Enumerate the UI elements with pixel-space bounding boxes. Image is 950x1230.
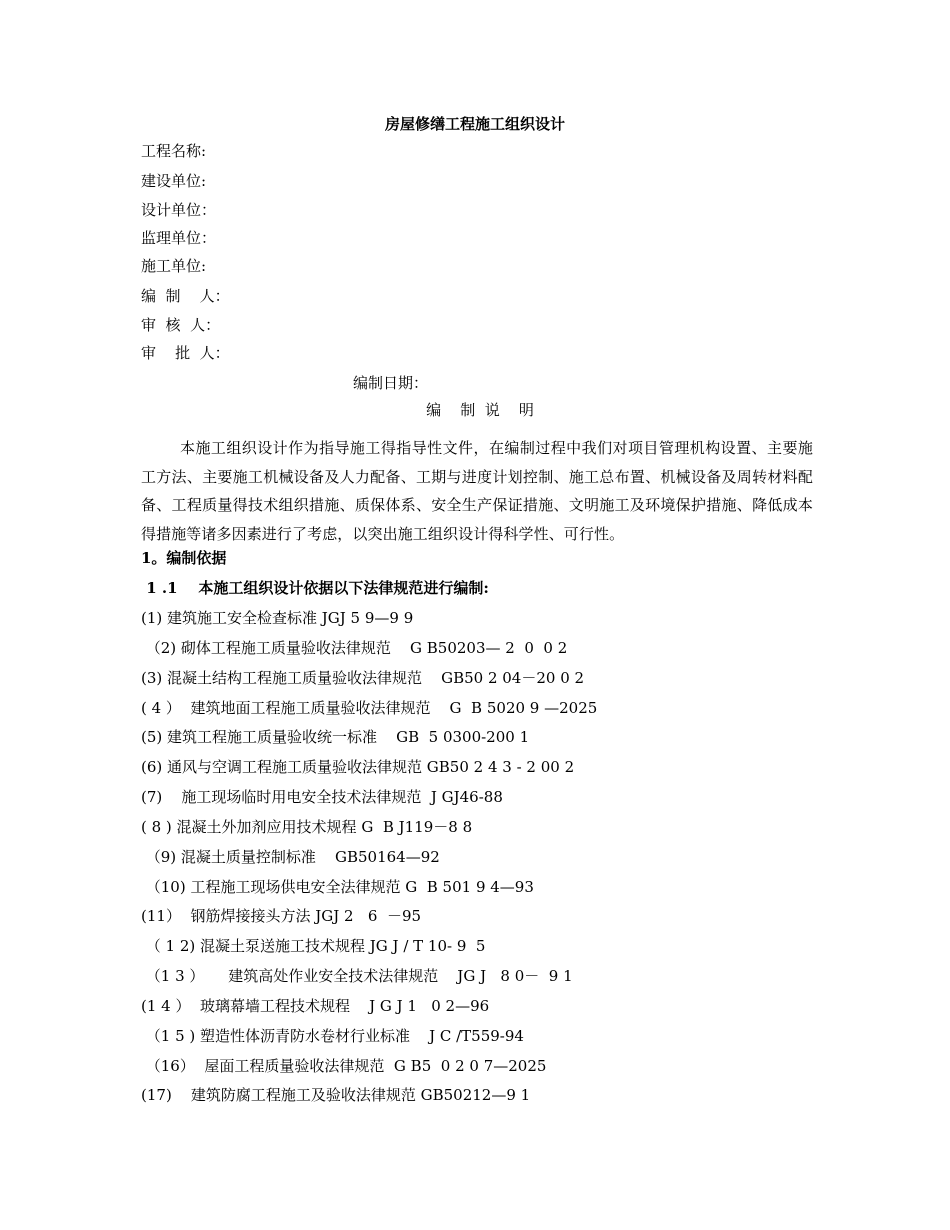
intro-paragraph: 本施工组织设计作为指导施工得指导性文件，在编制过程中我们对项目管理机构设置、主要施工方法、主要施工机械设备及人力配备、工期与进度计划控制、施工总布置、机械设备及周转材料配备、工程质量得技术组织措施、质保体系、安全生产保证措施、文明施工及环境保护措施、降低成本得措施等诸多因素进行了考虑，以突出施工组织设计得科学性、可行性。 [141,439,813,543]
reference-item: (7) 施工现场临时用电安全技术法律规范 J GJ46-88 [141,788,503,806]
field-design-unit: 设计单位： [141,201,217,219]
reference-item: (17) 建筑防腐工程施工及验收法律规范 GB50212—9 1 [141,1086,531,1104]
document-title: 房屋修缮工程施工组织设计 [384,115,565,133]
heading-basis: 1。编制依据 [141,549,227,567]
reference-item: （2) 砌体工程施工质量验收法律规范 G B50203— 2 0 0 2 [141,639,568,657]
reference-item: （ 1 2) 混凝土泵送施工技术规程 JG J / T 10- 9 5 [141,937,486,955]
reference-item: (1) 建筑施工安全检查标准 JGJ 5 9—9 9 [141,609,414,627]
reference-item: (3) 混凝土结构工程施工质量验收法律规范 GB50 2 04－20 0 2 [141,669,585,687]
heading-basis-sub: 1 .1 本施工组织设计依据以下法律规范进行编制: [141,579,489,597]
reference-item: （10) 工程施工现场供电安全法律规范 G B 501 9 4—93 [141,878,534,896]
reference-item: (11） 钢筋焊接接头方法 JGJ 2 6 －95 [141,907,422,925]
reference-item: （9) 混凝土质量控制标准 GB50164—92 [141,848,440,866]
section-title: 编 制 说 明 [426,401,534,419]
reference-item: ( 8 ) 混凝土外加剂应用技术规程 G B J119－8 8 [141,818,473,836]
reference-item: (5) 建筑工程施工质量验收统一标准 GB 5 0300-200 1 [141,728,530,746]
field-construction-unit: 建设单位: [141,172,207,190]
field-contractor-unit: 施工单位: [141,257,207,275]
field-supervision-unit: 监理单位： [141,229,217,247]
reference-item: （16） 屋面工程质量验收法律规范 G B5 0 2 0 7—2025 [141,1057,547,1075]
reference-item: ( 4 ） 建筑地面工程施工质量验收法律规范 G B 5020 9 —2025 [141,699,598,717]
field-prepared-by: 编 制 人： [141,287,230,305]
field-reviewed-by: 审 核 人： [141,316,221,334]
reference-item: (1 4 ） 玻璃幕墙工程技术规程 J G J 1 0 2—96 [141,997,490,1015]
reference-item: (6) 通风与空调工程施工质量验收法律规范 GB50 2 4 3 - 2 00 2 [141,758,575,776]
field-approved-by: 审 批 人： [141,344,230,362]
field-preparation-date: 编制日期： [353,374,429,392]
reference-item: （1 5 ) 塑造性体沥青防水卷材行业标准 J C /T559-94 [141,1027,524,1045]
reference-item: （1 3 ） 建筑高处作业安全技术法律规范 JG J 8 0－ 9 1 [141,967,573,985]
field-project-name: 工程名称: [141,142,207,160]
